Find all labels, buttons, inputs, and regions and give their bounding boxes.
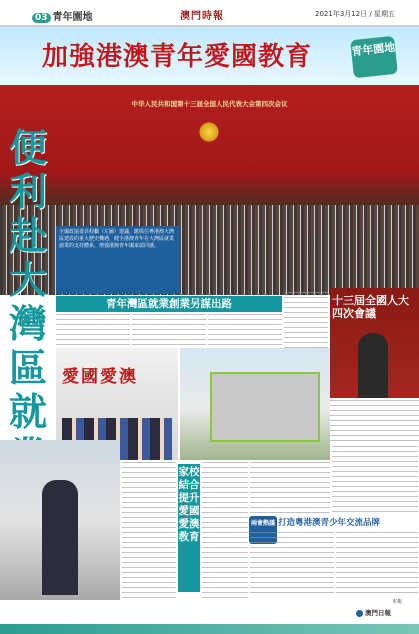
vertical-title: 便利赴大灣區就	[8, 125, 47, 434]
article-column-5	[330, 400, 419, 444]
author-credit: 本報	[392, 599, 403, 605]
member-figure	[42, 480, 78, 595]
article-column-1	[56, 314, 130, 348]
article-column-2	[132, 314, 206, 348]
section-tag: 青年園地	[350, 36, 398, 78]
section-name: 青年園地	[52, 12, 93, 23]
side-article-heading: 打造粵港澳青少年交流品牌	[278, 518, 381, 528]
vertical-subhead: 家校結合提升愛國愛澳教育	[178, 464, 200, 592]
footer-logo-text: 澳門日報	[365, 609, 391, 617]
logo-icon	[356, 610, 363, 617]
masthead: 澳門時報	[180, 11, 224, 22]
article-column-8	[250, 462, 330, 514]
article-column-9	[332, 446, 418, 514]
article-column-4	[284, 292, 328, 348]
patriotic-banner: 愛國愛澳	[62, 367, 138, 387]
article-column-3	[208, 314, 282, 348]
national-emblem-icon	[198, 121, 220, 143]
page-headline: 加強港澳青年愛國教育	[42, 42, 313, 72]
article-column-7	[202, 462, 248, 600]
school-building-photo	[180, 348, 330, 460]
section-label	[32, 8, 93, 23]
member-photo	[0, 440, 120, 600]
page-bottom-bar	[0, 624, 419, 634]
article-column-11	[336, 532, 418, 596]
congress-banner: 中华人民共和国第十三届全国人民代表大会第四次会议	[131, 100, 288, 108]
footer-logo	[356, 608, 391, 617]
delegate-photo	[330, 288, 419, 398]
section-number: 03	[32, 13, 51, 23]
issue-date: 2021年3月12日 / 星期五	[315, 10, 395, 18]
article-subhead: 青年灣區就業創業另謀出路	[56, 296, 282, 312]
delegate-figure	[358, 333, 388, 398]
school-building	[210, 372, 320, 442]
photo-caption: 全國政協委員程鵬（左圖）建議，應抓住粵港澳大灣區建設的重大歷史機遇，健全港澳青年在大灣區就業創業的支持體系，增強港澳青年國家認同感。	[56, 226, 180, 294]
article-column-6	[122, 462, 176, 600]
article-column-10	[250, 532, 334, 596]
congress-sign: 十三屆全國人大四次會議	[332, 294, 409, 320]
two-sessions-badge: 兩會熱議	[249, 516, 277, 544]
